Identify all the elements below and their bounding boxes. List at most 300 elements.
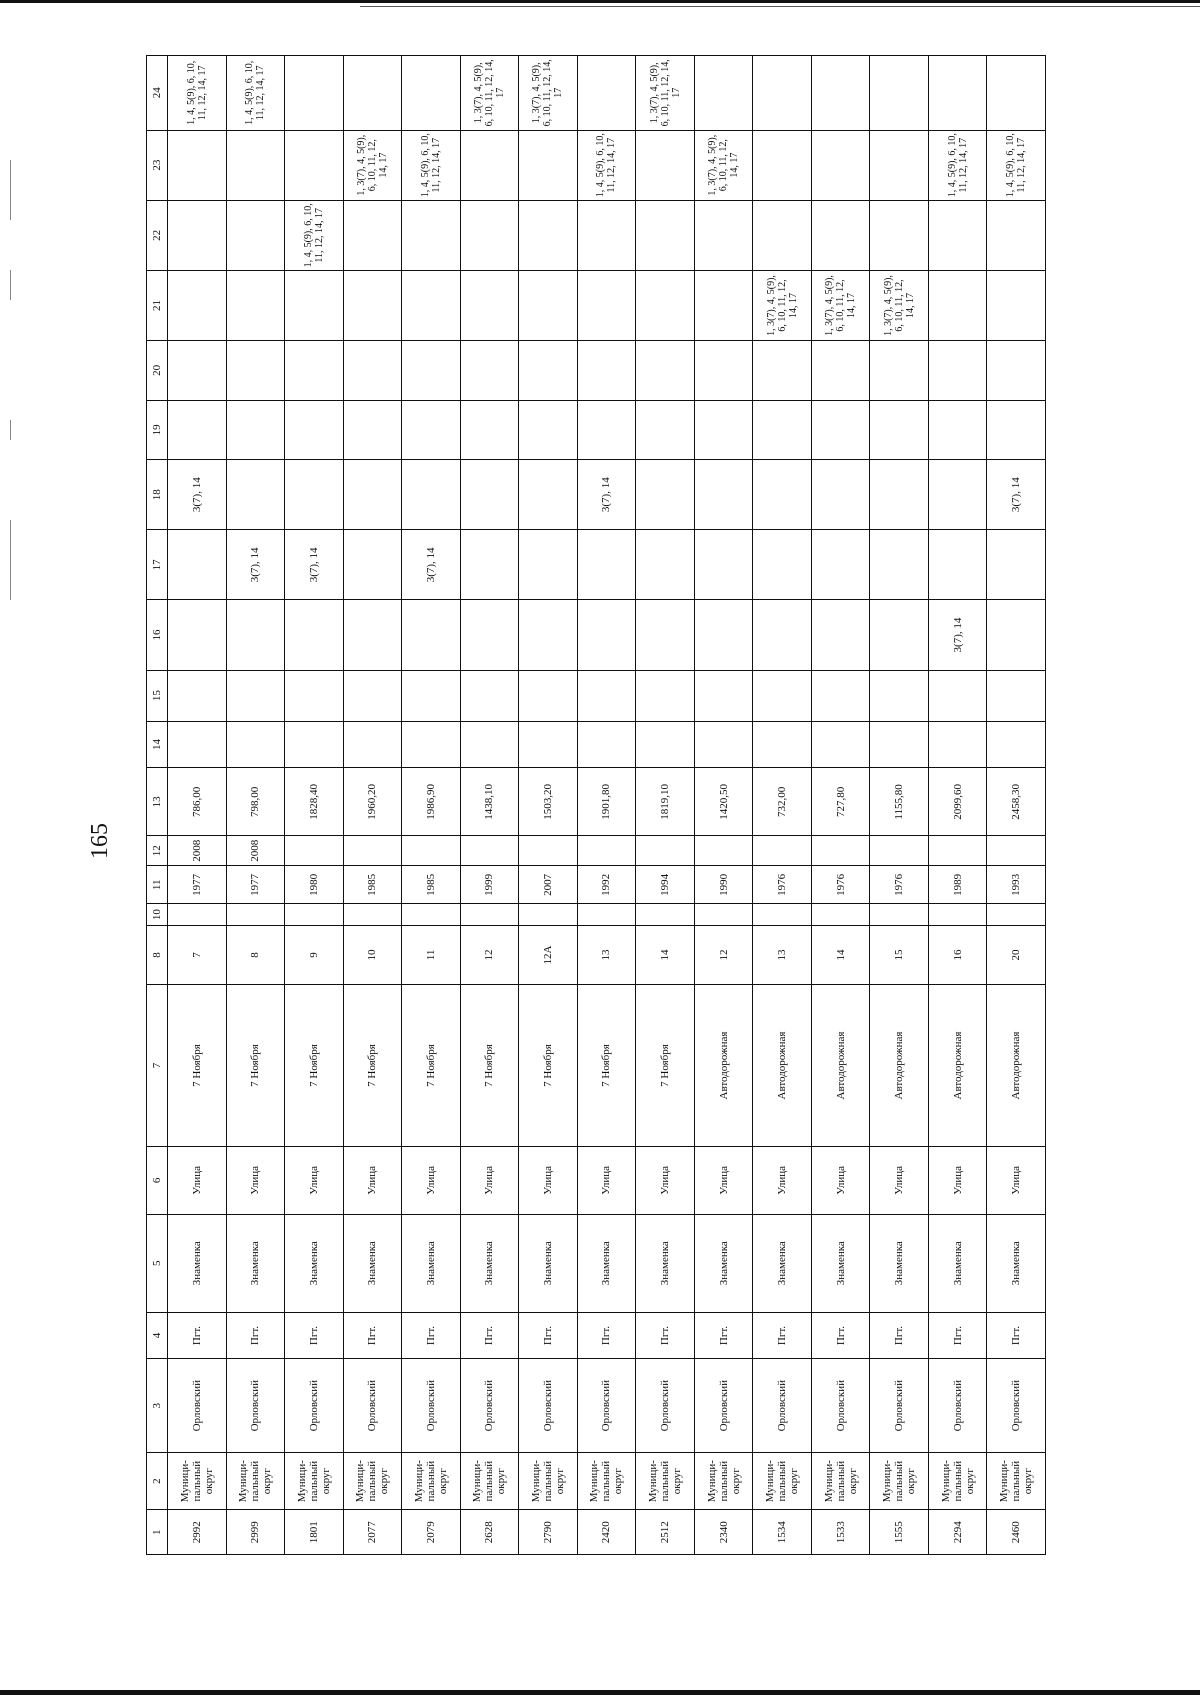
table-cell: 1986,90 bbox=[402, 768, 461, 836]
table-cell: 1999 bbox=[460, 866, 519, 904]
table-cell bbox=[694, 400, 753, 460]
table-cell bbox=[987, 56, 1046, 131]
table-cell: Улица bbox=[168, 1146, 227, 1214]
binding-mark bbox=[10, 420, 11, 440]
column-header: 2 bbox=[147, 1452, 168, 1509]
table-cell: Орловский bbox=[285, 1359, 344, 1453]
table-cell bbox=[636, 836, 695, 866]
table-cell: Орловский bbox=[753, 1359, 812, 1453]
table-cell: 2420 bbox=[577, 1510, 636, 1555]
table-cell bbox=[226, 460, 285, 530]
table-cell bbox=[636, 904, 695, 925]
table-cell: Знаменка bbox=[928, 1214, 987, 1312]
table-cell bbox=[870, 530, 929, 600]
table-cell bbox=[343, 56, 402, 131]
table-cell: Знаменка bbox=[577, 1214, 636, 1312]
table-cell bbox=[285, 56, 344, 131]
table-cell bbox=[753, 836, 812, 866]
table-cell: 16 bbox=[928, 925, 987, 985]
table-cell bbox=[402, 400, 461, 460]
table-cell bbox=[519, 460, 578, 530]
table-cell: 1420,50 bbox=[694, 768, 753, 836]
table-cell bbox=[928, 721, 987, 768]
table-cell: 7 Ноября bbox=[519, 985, 578, 1147]
table-cell bbox=[753, 600, 812, 670]
table-cell: 14 bbox=[811, 925, 870, 985]
table-cell bbox=[519, 200, 578, 270]
table-cell: 7 Ноября bbox=[168, 985, 227, 1147]
table-cell: 3(7), 14 bbox=[285, 530, 344, 600]
table-cell bbox=[460, 836, 519, 866]
table-cell: Муници-пальный округ bbox=[811, 1452, 870, 1509]
table-cell bbox=[285, 904, 344, 925]
table-cell bbox=[928, 460, 987, 530]
table-cell bbox=[402, 341, 461, 401]
table-cell bbox=[870, 836, 929, 866]
table-cell bbox=[694, 270, 753, 340]
table-cell: 1, 4, 5(9), 6, 10, 11, 12, 14, 17 bbox=[987, 130, 1046, 200]
table-cell bbox=[285, 460, 344, 530]
table-cell: 1, 3(7), 4, 5(9), 6, 10, 11, 12, 14, 17 bbox=[870, 270, 929, 340]
table-cell bbox=[753, 130, 812, 200]
table-cell: 2007 bbox=[519, 866, 578, 904]
table-cell bbox=[753, 670, 812, 721]
table-cell: Автодорожная bbox=[928, 985, 987, 1147]
bottom-border-line bbox=[0, 1690, 1200, 1695]
table-cell: 7 Ноября bbox=[402, 985, 461, 1147]
column-header: 21 bbox=[147, 270, 168, 340]
table-cell: Муници-пальный округ bbox=[226, 1452, 285, 1509]
table-cell: 7 Ноября bbox=[343, 985, 402, 1147]
table-cell bbox=[226, 670, 285, 721]
table-cell: 1960,20 bbox=[343, 768, 402, 836]
table-cell bbox=[460, 460, 519, 530]
table-cell: Улица bbox=[460, 1146, 519, 1214]
table-cell: Знаменка bbox=[636, 1214, 695, 1312]
table-cell: Орловский bbox=[168, 1359, 227, 1453]
table-cell: 7 bbox=[168, 925, 227, 985]
table-cell bbox=[577, 721, 636, 768]
table-cell bbox=[168, 904, 227, 925]
table-cell bbox=[870, 670, 929, 721]
table-cell: 1993 bbox=[987, 866, 1046, 904]
table-cell: Улица bbox=[694, 1146, 753, 1214]
table-cell: 8 bbox=[226, 925, 285, 985]
table-cell: 1, 4, 5(9), 6, 10, 11, 12, 14, 17 bbox=[226, 56, 285, 131]
header-row bbox=[147, 56, 168, 1555]
table-cell bbox=[928, 200, 987, 270]
table-cell: 2999 bbox=[226, 1510, 285, 1555]
column-header: 20 bbox=[147, 341, 168, 401]
table-cell bbox=[285, 670, 344, 721]
column-header: 16 bbox=[147, 600, 168, 670]
table-cell: 1992 bbox=[577, 866, 636, 904]
table-cell bbox=[694, 904, 753, 925]
table-cell: Знаменка bbox=[460, 1214, 519, 1312]
table-cell bbox=[636, 530, 695, 600]
table-cell: Улица bbox=[343, 1146, 402, 1214]
table-cell bbox=[343, 904, 402, 925]
table-cell: Знаменка bbox=[168, 1214, 227, 1312]
table-cell: Автодорожная bbox=[753, 985, 812, 1147]
column-header: 12 bbox=[147, 836, 168, 866]
table-cell bbox=[753, 56, 812, 131]
table-cell: 2099,60 bbox=[928, 768, 987, 836]
binding-mark bbox=[10, 160, 11, 220]
table-cell: 1, 3(7), 4, 5(9), 6, 10, 11, 12, 14, 17 bbox=[343, 130, 402, 200]
table-cell: Улица bbox=[753, 1146, 812, 1214]
table-cell bbox=[226, 130, 285, 200]
table-cell: Пгт. bbox=[226, 1312, 285, 1359]
table-cell bbox=[343, 460, 402, 530]
table-cell bbox=[285, 130, 344, 200]
table-cell bbox=[636, 670, 695, 721]
column-header: 24 bbox=[147, 56, 168, 131]
table-cell bbox=[811, 904, 870, 925]
column-header: 15 bbox=[147, 670, 168, 721]
table-row bbox=[285, 56, 344, 1555]
table-row bbox=[519, 56, 578, 1555]
table-cell: 1828,40 bbox=[285, 768, 344, 836]
table-cell bbox=[402, 670, 461, 721]
table-cell: 7 Ноября bbox=[460, 985, 519, 1147]
table-cell bbox=[226, 721, 285, 768]
table-cell bbox=[168, 670, 227, 721]
table-cell bbox=[928, 530, 987, 600]
table-cell: 3(7), 14 bbox=[402, 530, 461, 600]
table-cell bbox=[636, 460, 695, 530]
table-cell: 1, 4, 5(9), 6, 10, 11, 12, 14, 17 bbox=[577, 130, 636, 200]
table-cell: 12А bbox=[519, 925, 578, 985]
table-cell: Знаменка bbox=[519, 1214, 578, 1312]
table-cell bbox=[928, 904, 987, 925]
table-cell: 7 Ноября bbox=[636, 985, 695, 1147]
table-cell bbox=[987, 200, 1046, 270]
table-cell bbox=[870, 460, 929, 530]
table-cell bbox=[226, 341, 285, 401]
table-cell bbox=[460, 600, 519, 670]
table-cell bbox=[928, 400, 987, 460]
table-cell: 3(7), 14 bbox=[928, 600, 987, 670]
table-cell: Знаменка bbox=[753, 1214, 812, 1312]
table-cell: 1977 bbox=[226, 866, 285, 904]
table-cell bbox=[460, 530, 519, 600]
column-header: 5 bbox=[147, 1214, 168, 1312]
table-cell bbox=[987, 341, 1046, 401]
table-cell: 1, 4, 5(9), 6, 10, 11, 12, 14, 17 bbox=[168, 56, 227, 131]
table-cell: 2008 bbox=[168, 836, 227, 866]
table-cell: Пгт. bbox=[577, 1312, 636, 1359]
table-cell: Муници-пальный округ bbox=[753, 1452, 812, 1509]
table-cell bbox=[987, 721, 1046, 768]
table-cell bbox=[577, 600, 636, 670]
table-cell bbox=[987, 670, 1046, 721]
table-cell: Муници-пальный округ bbox=[928, 1452, 987, 1509]
table-cell bbox=[811, 341, 870, 401]
table-cell: 2628 bbox=[460, 1510, 519, 1555]
table-cell: 3(7), 14 bbox=[168, 460, 227, 530]
table-cell bbox=[402, 600, 461, 670]
table-cell: 727,80 bbox=[811, 768, 870, 836]
table-cell: Орловский bbox=[811, 1359, 870, 1453]
table-cell: Пгт. bbox=[285, 1312, 344, 1359]
table-cell bbox=[577, 836, 636, 866]
table-row bbox=[928, 56, 987, 1555]
table-cell bbox=[811, 130, 870, 200]
table-cell: Улица bbox=[285, 1146, 344, 1214]
table-cell: Орловский bbox=[519, 1359, 578, 1453]
table-cell bbox=[343, 530, 402, 600]
table-cell bbox=[577, 904, 636, 925]
table-cell: Знаменка bbox=[402, 1214, 461, 1312]
table-cell bbox=[168, 530, 227, 600]
table-row bbox=[987, 56, 1046, 1555]
top-thin-line bbox=[360, 6, 1200, 7]
table-cell: Пгт. bbox=[519, 1312, 578, 1359]
table-cell: Автодорожная bbox=[987, 985, 1046, 1147]
table-cell: Орловский bbox=[694, 1359, 753, 1453]
table-cell bbox=[811, 670, 870, 721]
table-cell bbox=[577, 341, 636, 401]
table-cell: Муници-пальный округ bbox=[870, 1452, 929, 1509]
table-cell bbox=[694, 600, 753, 670]
table-cell bbox=[753, 904, 812, 925]
table-row bbox=[402, 56, 461, 1555]
table-cell bbox=[460, 130, 519, 200]
table-cell bbox=[226, 904, 285, 925]
table-cell bbox=[811, 721, 870, 768]
table-cell bbox=[987, 836, 1046, 866]
table-cell: 1533 bbox=[811, 1510, 870, 1555]
page-number: 165 bbox=[87, 823, 113, 859]
table-cell: Муници-пальный округ bbox=[285, 1452, 344, 1509]
table-cell bbox=[519, 904, 578, 925]
table-cell bbox=[343, 836, 402, 866]
table-cell bbox=[519, 341, 578, 401]
table-cell bbox=[460, 341, 519, 401]
table-cell: 2340 bbox=[694, 1510, 753, 1555]
table-cell: 1, 3(7), 4, 5(9), 6, 10, 11, 12, 14, 17 bbox=[753, 270, 812, 340]
column-header: 8 bbox=[147, 925, 168, 985]
table-cell bbox=[928, 270, 987, 340]
table-cell: 12 bbox=[694, 925, 753, 985]
column-header: 23 bbox=[147, 130, 168, 200]
table-row bbox=[870, 56, 929, 1555]
table-cell bbox=[402, 721, 461, 768]
table-cell bbox=[168, 341, 227, 401]
table-row bbox=[460, 56, 519, 1555]
table-cell: 3(7), 14 bbox=[226, 530, 285, 600]
table-cell bbox=[519, 400, 578, 460]
table-cell: 13 bbox=[753, 925, 812, 985]
table-cell bbox=[577, 670, 636, 721]
table-cell bbox=[343, 670, 402, 721]
table-cell: Улица bbox=[226, 1146, 285, 1214]
table-cell: Автодорожная bbox=[694, 985, 753, 1147]
table-cell bbox=[402, 200, 461, 270]
table-cell: Муници-пальный округ bbox=[168, 1452, 227, 1509]
table-row bbox=[577, 56, 636, 1555]
table-cell: Орловский bbox=[987, 1359, 1046, 1453]
table-cell: 786,00 bbox=[168, 768, 227, 836]
table-cell bbox=[402, 460, 461, 530]
table-cell: Улица bbox=[519, 1146, 578, 1214]
table-cell bbox=[636, 200, 695, 270]
column-header: 11 bbox=[147, 866, 168, 904]
table-cell: Пгт. bbox=[928, 1312, 987, 1359]
table-cell: Орловский bbox=[460, 1359, 519, 1453]
table-cell bbox=[460, 721, 519, 768]
table-cell: 1, 3(7), 4, 5(9), 6, 10, 11, 12, 14, 17 bbox=[636, 56, 695, 131]
table-cell bbox=[343, 400, 402, 460]
housing-table bbox=[146, 55, 1046, 1555]
table-cell bbox=[460, 904, 519, 925]
table-cell: 13 bbox=[577, 925, 636, 985]
table-cell bbox=[694, 670, 753, 721]
table-cell: Орловский bbox=[226, 1359, 285, 1453]
table-cell: 1901,80 bbox=[577, 768, 636, 836]
table-cell bbox=[168, 130, 227, 200]
table-cell: 1, 3(7), 4, 5(9), 6, 10, 11, 12, 14, 17 bbox=[519, 56, 578, 131]
table-cell: Улица bbox=[402, 1146, 461, 1214]
table-cell bbox=[343, 600, 402, 670]
table-cell: Знаменка bbox=[870, 1214, 929, 1312]
table-cell: 1976 bbox=[870, 866, 929, 904]
table-cell: 2294 bbox=[928, 1510, 987, 1555]
table-cell: 1438,10 bbox=[460, 768, 519, 836]
table-cell bbox=[753, 200, 812, 270]
table-cell: Орловский bbox=[928, 1359, 987, 1453]
table-row bbox=[226, 56, 285, 1555]
table-row bbox=[811, 56, 870, 1555]
table-cell bbox=[694, 341, 753, 401]
table-cell: 7 Ноября bbox=[226, 985, 285, 1147]
table-cell: 1985 bbox=[402, 866, 461, 904]
table-cell: Улица bbox=[636, 1146, 695, 1214]
table-cell: Улица bbox=[811, 1146, 870, 1214]
table-cell: 1, 3(7), 4, 5(9), 6, 10, 11, 12, 14, 17 bbox=[694, 130, 753, 200]
column-header: 7 bbox=[147, 985, 168, 1147]
table-cell: 11 bbox=[402, 925, 461, 985]
table-cell: 1985 bbox=[343, 866, 402, 904]
table-cell: 3(7), 14 bbox=[577, 460, 636, 530]
table-cell bbox=[168, 270, 227, 340]
table-cell: 1, 3(7), 4, 5(9), 6, 10, 11, 12, 14, 17 bbox=[460, 56, 519, 131]
table-cell: 7 Ноября bbox=[285, 985, 344, 1147]
table-cell: Пгт. bbox=[636, 1312, 695, 1359]
table-cell bbox=[987, 530, 1046, 600]
table-cell: Улица bbox=[870, 1146, 929, 1214]
table-cell bbox=[226, 270, 285, 340]
table-cell: Улица bbox=[987, 1146, 1046, 1214]
table-cell: Знаменка bbox=[987, 1214, 1046, 1312]
column-header: 1 bbox=[147, 1510, 168, 1555]
table-row bbox=[694, 56, 753, 1555]
table-cell: 2458,30 bbox=[987, 768, 1046, 836]
table-cell: 1155,80 bbox=[870, 768, 929, 836]
table-cell bbox=[285, 400, 344, 460]
table-cell bbox=[460, 670, 519, 721]
table-cell bbox=[226, 400, 285, 460]
table-cell: Орловский bbox=[343, 1359, 402, 1453]
table-cell bbox=[928, 836, 987, 866]
table-cell: 798,00 bbox=[226, 768, 285, 836]
table-cell: 14 bbox=[636, 925, 695, 985]
table-cell bbox=[285, 600, 344, 670]
table-row bbox=[636, 56, 695, 1555]
table-cell bbox=[753, 400, 812, 460]
column-header: 18 bbox=[147, 460, 168, 530]
table-body bbox=[168, 56, 1046, 1555]
table-cell bbox=[519, 670, 578, 721]
table-cell bbox=[811, 200, 870, 270]
table-cell: 2008 bbox=[226, 836, 285, 866]
table-cell: Улица bbox=[577, 1146, 636, 1214]
table-cell: Знаменка bbox=[811, 1214, 870, 1312]
binding-mark bbox=[10, 270, 11, 300]
column-header: 13 bbox=[147, 768, 168, 836]
table-cell: Муници-пальный округ bbox=[694, 1452, 753, 1509]
table-cell: 1990 bbox=[694, 866, 753, 904]
table-cell bbox=[168, 400, 227, 460]
table-cell bbox=[636, 341, 695, 401]
top-border-line bbox=[0, 0, 1200, 3]
table-cell bbox=[636, 721, 695, 768]
table-cell: 1994 bbox=[636, 866, 695, 904]
table-cell: Орловский bbox=[870, 1359, 929, 1453]
table-cell bbox=[460, 200, 519, 270]
table-cell bbox=[402, 270, 461, 340]
table-cell bbox=[577, 200, 636, 270]
table-cell: 1801 bbox=[285, 1510, 344, 1555]
table-cell bbox=[694, 200, 753, 270]
table-cell bbox=[168, 200, 227, 270]
table-cell bbox=[577, 400, 636, 460]
table-cell: Пгт. bbox=[343, 1312, 402, 1359]
table-cell: Муници-пальный округ bbox=[460, 1452, 519, 1509]
table-cell: 1980 bbox=[285, 866, 344, 904]
table-cell bbox=[694, 836, 753, 866]
table-cell: Пгт. bbox=[694, 1312, 753, 1359]
column-header: 6 bbox=[147, 1146, 168, 1214]
table-cell: Пгт. bbox=[811, 1312, 870, 1359]
table-cell bbox=[168, 721, 227, 768]
table-cell: 1976 bbox=[753, 866, 812, 904]
table-cell: Автодорожная bbox=[870, 985, 929, 1147]
table-cell bbox=[519, 130, 578, 200]
table-row bbox=[168, 56, 227, 1555]
table-cell bbox=[811, 600, 870, 670]
table-row bbox=[753, 56, 812, 1555]
table-cell bbox=[636, 600, 695, 670]
table-cell: 12 bbox=[460, 925, 519, 985]
table-row bbox=[343, 56, 402, 1555]
table-cell bbox=[285, 341, 344, 401]
table-cell bbox=[636, 130, 695, 200]
table-cell bbox=[870, 130, 929, 200]
table-cell: Муници-пальный округ bbox=[987, 1452, 1046, 1509]
table-cell: 1976 bbox=[811, 866, 870, 904]
table-cell: 1534 bbox=[753, 1510, 812, 1555]
table-cell bbox=[519, 836, 578, 866]
table-cell bbox=[285, 270, 344, 340]
table-cell bbox=[987, 600, 1046, 670]
table-cell: Знаменка bbox=[343, 1214, 402, 1312]
table-cell: Муници-пальный округ bbox=[402, 1452, 461, 1509]
table-cell: Знаменка bbox=[226, 1214, 285, 1312]
table-cell: 1503,20 bbox=[519, 768, 578, 836]
table-cell bbox=[343, 270, 402, 340]
